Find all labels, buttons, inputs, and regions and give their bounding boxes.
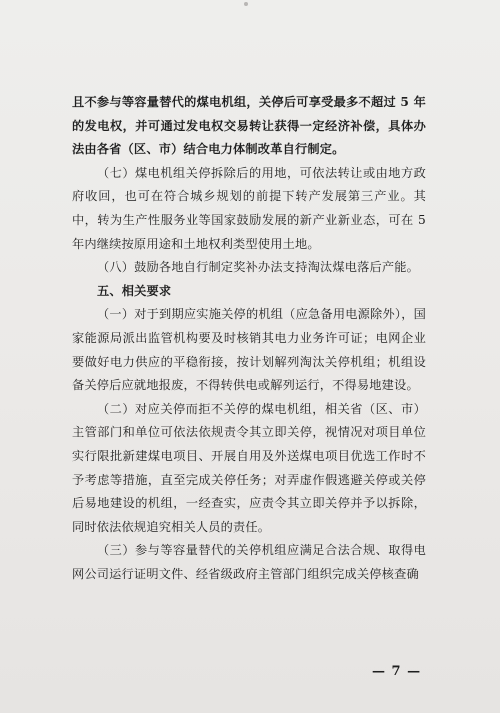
paragraph-item-7: （七）煤电机组关停拆除后的用地，可依法转让或由地方政府收回，也可在符合城乡规划的前提下转产发展第三产业。其中，转为生产性服务业等国家鼓励发展的新产业新业态，可在 5 年内继续按原用途和土地权利类型使用土地。 bbox=[72, 165, 426, 251]
document-body bbox=[72, 91, 426, 586]
paragraph-continuation: 且不参与等容量替代的煤电机组，关停后可享受最多不超过 5 年的发电权，并可通过发电权交易转让获得一定经济补偿，具体办法由各省（区、市）结合电力体制改革自行制定。 bbox=[72, 95, 426, 157]
paragraph-requirement-2: （二）对应关停而拒不关停的煤电机组，相关省（区、市）主管部门和单位可依法依规责令其立即关停，视情况对项目单位实行限批新建煤电项目、开展自用及外送煤电项目优选工作时不予考虑等措施，直至完成关停任务；对弄虚作假逃避关停或关停后易地建设的机组，一经查实，应责令其立即关停并予以拆除，同时依法依规追究相关人员的责任。 bbox=[72, 401, 426, 534]
paragraph-requirement-3: （三）参与等容量替代的关停机组应满足合法合规、取得电网公司运行证明文件、经省级政府主管部门组织完成关停核查确 bbox=[72, 543, 426, 581]
paragraph-item-8: （八）鼓励各地自行制定奖补办法支持淘汰煤电落后产能。 bbox=[97, 260, 420, 275]
section-heading: 五、相关要求 bbox=[97, 283, 172, 298]
scan-mark bbox=[244, 2, 248, 6]
paragraph-requirement-1: （一）对于到期应实施关停的机组（应急备用电源除外），国家能源局派出监管机构要及时核销其电力业务许可证；电网企业要做好电力供应的平稳衔接，按计划解列淘汰关停机组；机组设备关停后应就地报废，不得转供电或解列运行，不得易地建设。 bbox=[72, 307, 426, 393]
page-number: — 7 — bbox=[372, 664, 422, 679]
